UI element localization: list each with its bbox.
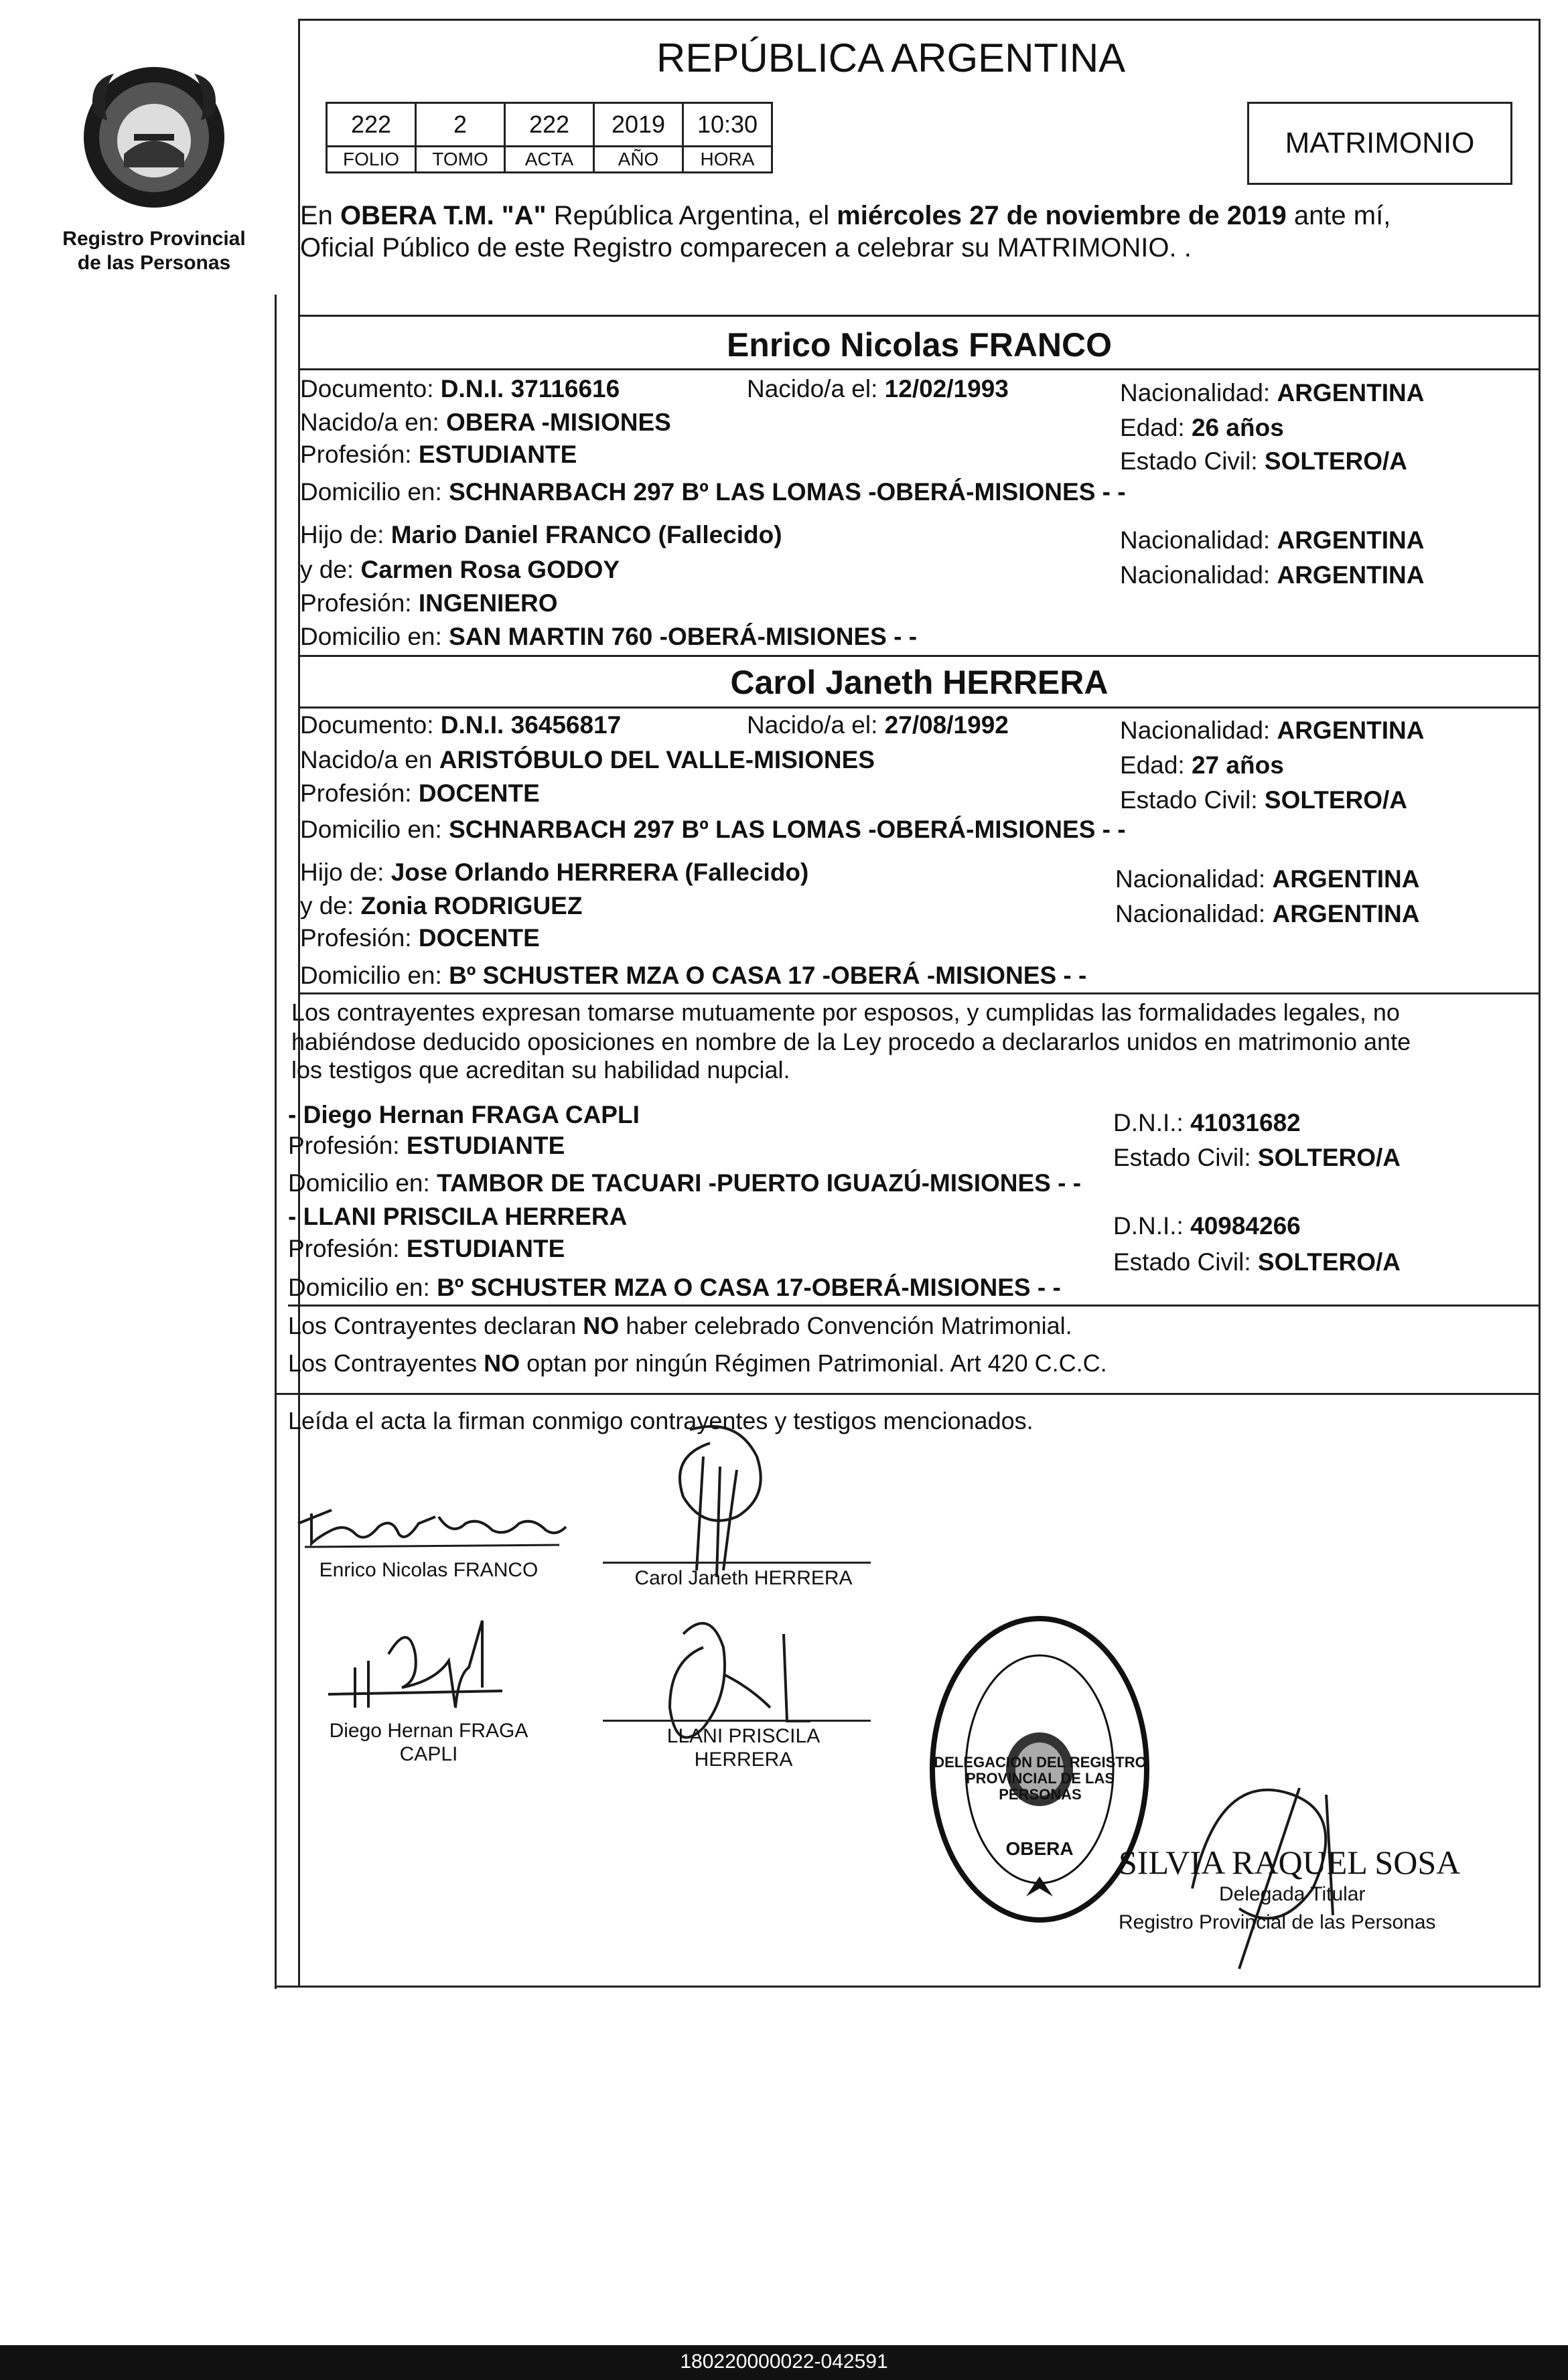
stamp-ring-text: DELEGACION DEL REGISTRO PROVINCIAL DE LAS PERSONAS bbox=[934, 1754, 1147, 1803]
signature-enrico-franco bbox=[291, 1497, 573, 1557]
regime-line-1: Los Contrayentes declaran NO haber celebrado Convención Matrimonial. bbox=[288, 1312, 1072, 1339]
seal-caption-1: Registro Provincial bbox=[62, 228, 246, 250]
anio-value: 2019 bbox=[594, 103, 683, 147]
spouse2-age: Edad: 27 años bbox=[1120, 751, 1284, 779]
witness1-civil-status: Estado Civil: SOLTERO/A bbox=[1113, 1144, 1401, 1171]
spouse2-mother: y de: Zonia RODRIGUEZ bbox=[300, 892, 583, 919]
official-name: SILVIA RAQUEL SOSA bbox=[1119, 1844, 1461, 1881]
spouse1-mother-nationality: Nacionalidad: ARGENTINA bbox=[1120, 561, 1425, 589]
spouse1-nationality: Nacionalidad: ARGENTINA bbox=[1120, 379, 1425, 406]
signature-label-carol: Carol Janeth HERRERA bbox=[634, 1567, 853, 1589]
signature-line-2 bbox=[603, 1562, 871, 1564]
folio-value: 222 bbox=[327, 103, 416, 147]
declaration-line-2: habiéndose deducido oposiciones en nombre de la Ley procedo a declararlos unidos en matrimonio ante bbox=[291, 1028, 1411, 1055]
spouse1-father: Hijo de: Mario Daniel FRANCO (Fallecido) bbox=[300, 521, 782, 548]
signature-line-4 bbox=[603, 1720, 871, 1722]
spouse2-profession: Profesión: DOCENTE bbox=[300, 779, 540, 807]
signature-label-diego: Diego Hernan FRAGA CAPLI bbox=[329, 1720, 528, 1765]
section-rule bbox=[298, 368, 1541, 370]
tomo-value: 2 bbox=[416, 103, 505, 147]
witness1-dni: D.N.I.: 41031682 bbox=[1113, 1109, 1301, 1136]
section-rule bbox=[275, 1393, 1541, 1395]
witness1-address: Domicilio en: TAMBOR DE TACUARI -PUERTO IGUAZÚ-MISIONES - - bbox=[288, 1169, 1082, 1197]
seal-emblem-icon bbox=[74, 54, 234, 214]
spouse2-name: Carol Janeth HERRERA bbox=[730, 664, 1109, 701]
section-rule bbox=[298, 655, 1541, 657]
spouse2-address: Domicilio en: SCHNARBACH 297 Bº LAS LOMAS -OBERÁ-MISIONES - - bbox=[300, 816, 1126, 843]
witness2-name: - LLANI PRISCILA HERRERA bbox=[288, 1203, 628, 1230]
spouse2-nationality: Nacionalidad: ARGENTINA bbox=[1120, 717, 1425, 744]
intro-text-2: República Argentina, el bbox=[546, 201, 837, 230]
province-seal bbox=[74, 54, 234, 214]
spouse1-age: Edad: 26 años bbox=[1120, 414, 1284, 441]
spouse2-father: Hijo de: Jose Orlando HERRERA (Fallecido) bbox=[300, 859, 809, 886]
signature-label-llani: LLANI PRISCILA HERRERA bbox=[666, 1725, 821, 1771]
witness2-civil-status: Estado Civil: SOLTERO/A bbox=[1113, 1248, 1401, 1276]
intro-text-1: En bbox=[300, 201, 341, 230]
footer-code: 180220000022-042591 bbox=[680, 2351, 888, 2373]
spouse2-mother-nationality: Nacionalidad: ARGENTINA bbox=[1115, 900, 1420, 927]
spouse1-birthplace: Nacido/a en: OBERA -MISIONES bbox=[300, 408, 671, 436]
intro-line-2: Oficial Público de este Registro comparecen a celebrar su MATRIMONIO. . bbox=[300, 233, 1192, 263]
spouse1-parents-profession: Profesión: INGENIERO bbox=[300, 589, 558, 617]
spouse2-birthdate: Nacido/a el: 27/08/1992 bbox=[747, 711, 1009, 739]
seal-caption-2: de las Personas bbox=[77, 252, 231, 274]
witness1-name: - Diego Hernan FRAGA CAPLI bbox=[288, 1101, 640, 1128]
section-rule bbox=[298, 992, 1541, 994]
spouse2-father-nationality: Nacionalidad: ARGENTINA bbox=[1115, 865, 1420, 893]
folio-label: FOLIO bbox=[327, 147, 416, 173]
intro-date: miércoles 27 de noviembre de 2019 bbox=[837, 201, 1287, 230]
section-rule bbox=[298, 315, 1541, 317]
intro-place: OBERA T.M. "A" bbox=[340, 201, 547, 230]
spouse2-parents-profession: Profesión: DOCENTE bbox=[300, 924, 540, 952]
act-type-label: MATRIMONIO bbox=[1285, 127, 1475, 159]
registry-table bbox=[326, 102, 773, 173]
spouse1-document: Documento: D.N.I. 37116616 bbox=[300, 375, 620, 402]
intro-line-1 bbox=[300, 202, 1391, 229]
act-type-box bbox=[1247, 102, 1512, 185]
hora-value: 10:30 bbox=[683, 103, 772, 147]
spouse1-parents-address: Domicilio en: SAN MARTIN 760 -OBERÁ-MISIONES - - bbox=[300, 623, 918, 650]
left-rule-extension bbox=[275, 295, 277, 1989]
spouse1-profession: Profesión: ESTUDIANTE bbox=[300, 441, 577, 468]
spouse1-birthdate: Nacido/a el: 12/02/1993 bbox=[747, 375, 1009, 402]
section-rule bbox=[288, 1305, 1541, 1307]
official-role: Delegada Titular bbox=[1219, 1883, 1366, 1905]
acta-value: 222 bbox=[505, 103, 594, 147]
spouse1-address: Domicilio en: SCHNARBACH 297 Bº LAS LOMAS -OBERÁ-MISIONES - - bbox=[300, 478, 1126, 506]
witness2-dni: D.N.I.: 40984266 bbox=[1113, 1212, 1301, 1240]
section-rule bbox=[298, 706, 1541, 709]
spouse2-document: Documento: D.N.I. 36456817 bbox=[300, 711, 622, 739]
witness2-address: Domicilio en: Bº SCHUSTER MZA O CASA 17-OBERÁ-MISIONES - - bbox=[288, 1274, 1061, 1301]
spouse2-civil-status: Estado Civil: SOLTERO/A bbox=[1120, 786, 1408, 814]
acta-label: ACTA bbox=[505, 147, 594, 173]
closing-statement: Leída el acta la firman conmigo contrayentes y testigos mencionados. bbox=[288, 1407, 1034, 1434]
signature-label-enrico: Enrico Nicolas FRANCO bbox=[319, 1559, 539, 1581]
anio-label: AÑO bbox=[594, 147, 683, 173]
page-title: REPÚBLICA ARGENTINA bbox=[656, 35, 1126, 80]
declaration-line-1: Los contrayentes expresan tomarse mutuamente por esposos, y cumplidas las formalidades legales, no bbox=[291, 998, 1400, 1026]
regime-line-2: Los Contrayentes NO optan por ningún Régimen Patrimonial. Art 420 C.C.C. bbox=[288, 1349, 1107, 1377]
declaration-line-3: los testigos que acreditan su habilidad nupcial. bbox=[291, 1056, 790, 1084]
signature-diego-fraga bbox=[315, 1607, 516, 1721]
stamp-city: OBERA bbox=[1005, 1838, 1074, 1859]
witness2-profession: Profesión: ESTUDIANTE bbox=[288, 1235, 565, 1262]
spouse1-father-nationality: Nacionalidad: ARGENTINA bbox=[1120, 526, 1425, 554]
spouse1-mother: y de: Carmen Rosa GODOY bbox=[300, 556, 620, 583]
official-office: Registro Provincial de las Personas bbox=[1119, 1911, 1436, 1933]
tomo-label: TOMO bbox=[416, 147, 505, 173]
bottom-rule bbox=[275, 1986, 1541, 1988]
spouse1-name: Enrico Nicolas FRANCO bbox=[726, 326, 1113, 364]
signature-carol-herrera bbox=[603, 1416, 884, 1590]
hora-label: HORA bbox=[683, 147, 772, 173]
spouse2-birthplace: Nacido/a en ARISTÓBULO DEL VALLE-MISIONES bbox=[300, 746, 875, 773]
spouse2-parents-address: Domicilio en: Bº SCHUSTER MZA O CASA 17 -OBERÁ -MISIONES - - bbox=[300, 962, 1087, 989]
witness1-profession: Profesión: ESTUDIANTE bbox=[288, 1132, 565, 1159]
intro-text-3: ante mí, bbox=[1286, 201, 1391, 230]
spouse1-civil-status: Estado Civil: SOLTERO/A bbox=[1120, 447, 1408, 475]
